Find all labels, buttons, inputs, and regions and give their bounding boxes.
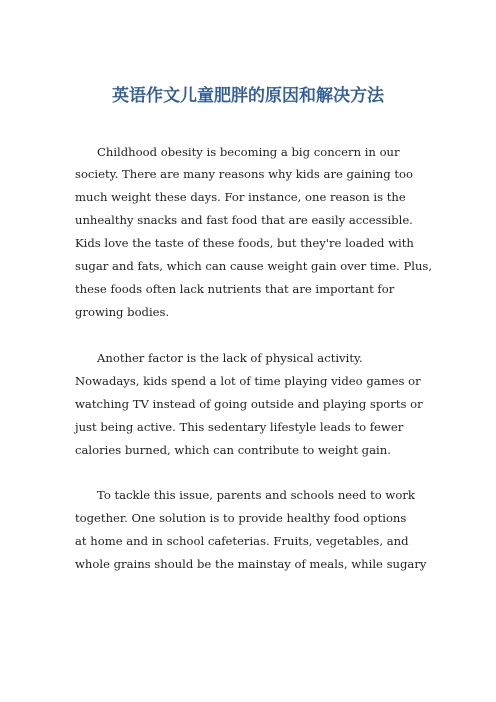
paragraph-1-line-7: these foods often lack nutrients that are important for (75, 282, 395, 296)
paragraph-1-line-6: sugar and fats, which can cause weight gain over time. Plus, (75, 259, 433, 273)
paragraph-3-line-1: To tackle this issue, parents and schools need to work (97, 488, 415, 502)
paragraph-1-line-1: Childhood obesity is becoming a big concern in our (97, 145, 400, 159)
document-title: 英语作文儿童肥胖的原因和解决方法 (112, 86, 384, 106)
paragraph-1-line-3: much weight these days. For instance, one reason is the (75, 190, 406, 204)
paragraph-1-line-4: unhealthy snacks and fast food that are easily accessible. (75, 213, 413, 227)
paragraph-2-line-2: Nowadays, kids spend a lot of time playing video games or (75, 374, 421, 388)
paragraph-1-line-5: Kids love the taste of these foods, but they're loaded with (75, 236, 414, 250)
paragraph-3-line-2: together. One solution is to provide healthy food options (75, 511, 407, 525)
paragraph-3-line-4: whole grains should be the mainstay of meals, while sugary (75, 557, 427, 571)
paragraph-2-line-4: just being active. This sedentary lifestyle leads to fewer (75, 420, 404, 434)
paragraph-2-line-1: Another factor is the lack of physical activity. (97, 351, 363, 365)
paragraph-1-line-8: growing bodies. (75, 305, 170, 319)
paragraph-2-line-5: calories burned, which can contribute to weight gain. (75, 443, 391, 457)
paragraph-2-line-3: watching TV instead of going outside and playing sports or (75, 397, 423, 411)
paragraph-1-line-2: society. There are many reasons why kids are gaining too (75, 167, 413, 181)
paragraph-3-line-3: at home and in school cafeterias. Fruits, vegetables, and (75, 534, 409, 548)
